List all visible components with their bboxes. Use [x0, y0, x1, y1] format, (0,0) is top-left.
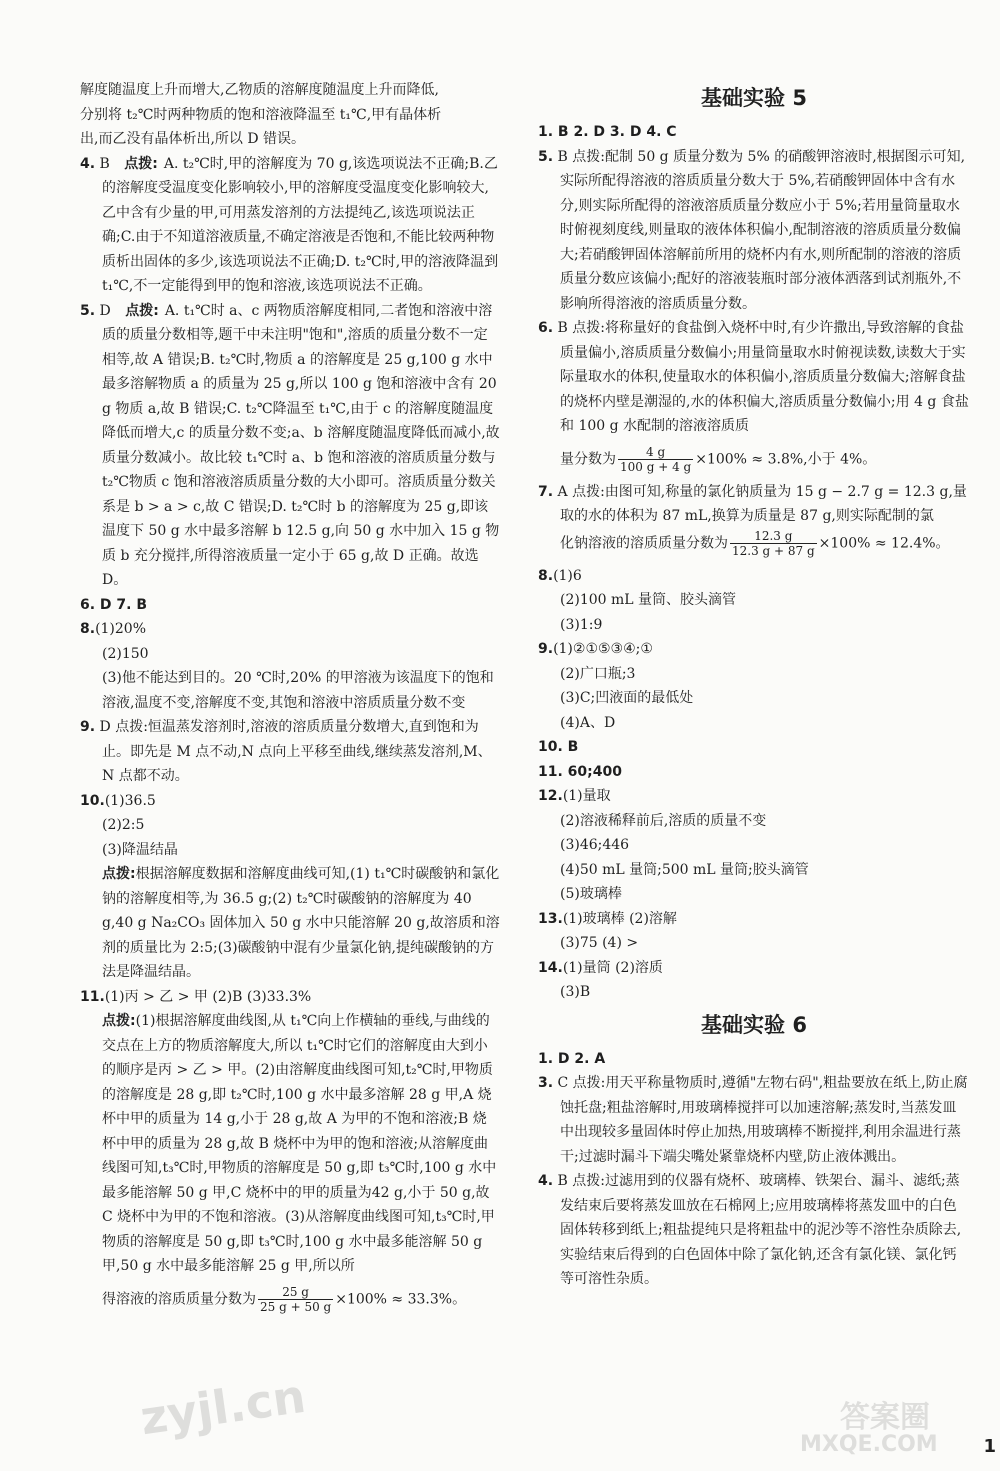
answer-6-formula	[538, 445, 970, 474]
fraction-numerator: 25 g	[258, 1285, 333, 1300]
answer-explanation: A. t₁℃时 a、c 两物质溶解度相同,二者饱和溶液中溶质的质量分数相等,题干中未注明"饱和",溶质的质量分数不一定相等,故 A 错误;B. t₂℃时,物质 a 的溶解度是 25 g,100 g 水中最多溶解物质 a 的质量为 25 g,所以 100 g 饱和溶液中含有 20 g 物质 a,故 B 错误;C. t₂℃降温至 t₁℃,由于 c 的溶解度随温度降低而增大,c 的质量分数不变;a、b 溶解度随温度降低而减小,故质量分数减小。故比较 t₁℃时 a、b 饱和溶液的溶质质量分数与 t₂℃物质 c 饱和溶液溶质质量分数的大小即可。溶质质量分数关系是 b > a > c,故 C 错误;D. t₂℃时 b 的溶解度为 25 g,即该温度下 50 g 水中最多溶解 b 12.5 g,向 50 g 水中加入 15 g 物质 b 充分搅拌,所得溶液质量一定小于 65 g,故 D 正确。故选 D。	[102, 302, 500, 588]
continued-line-1: 解度随温度上升而增大,乙物质的溶解度随温度上升而降低,	[80, 82, 439, 98]
answer-part: (3)降温结晶	[102, 841, 178, 858]
answer-explanation: B 点拨:配制 50 g 质量分数为 5% 的硝酸钾溶液时,根据图示可知,实际所配得溶液的溶质质量分数大于 5%,若硝酸钾固体中含有水分,则实际所配得的溶液溶质质量分数应小于 5%;若用量筒量取水时俯视刻度线,则量取的液体体积偏小,配制溶液的溶质质量分数偏大;若硝酸钾固体溶解前所用的烧杯内有水,则所配制的溶液的溶质质量分数应该偏小;配好的溶液装瓶时部分液体洒落到试剂瓶外,不影响所得溶液的溶质质量分数。	[557, 148, 966, 312]
answer-number: 12.	[538, 788, 563, 804]
answer-number: 4.	[80, 155, 96, 172]
answer-explanation: (1)根据溶解度曲线图,从 t₁℃向上作横轴的垂线,与曲线的交点在上方的物质溶解度大,所以 t₁℃时它们的溶解度由大到小的顺序是丙 > 乙 > 甲。(2)由溶解度曲线图可知,t₂℃时,甲物质的溶解度是 28 g,即 t₂℃时,100 g 水中最多溶解 28 g 甲,A 烧杯中甲的质量为 14 g,小于 28 g,故 A 为甲的不饱和溶液;B 烧杯中甲的质量为 28 g,故 B 烧杯中为甲的饱和溶液;从溶解度曲线图可知,t₃℃时,甲物质的溶解度是 50 g,即 t₃℃时,100 g 水中最多能溶解 50 g 甲,C 烧杯中的甲的质量为42 g,小于 50 g,故 C 烧杯中为甲的不饱和溶液。(3)从溶解度曲线图可知,t₃℃时,甲物质的溶解度是 50 g,即 t₃℃时,100 g 水中最多能溶解 50 g 甲,50 g 水中最多能溶解 25 g 甲,所以所	[102, 1013, 497, 1274]
page-number: 1	[983, 1436, 996, 1457]
answer-7	[538, 480, 970, 529]
answer-part: (1)量筒 (2)溶质	[562, 959, 663, 976]
answer-part: (4)A、D	[560, 714, 616, 731]
formula-result: ×100% ≈ 3.8%,小于 4%。	[695, 451, 877, 467]
answer-part: (4)50 mL 量筒;500 mL 量筒;胶头滴管	[560, 861, 809, 878]
answer-6	[538, 316, 970, 439]
left-column	[80, 78, 500, 1314]
answer-9-number	[538, 637, 970, 662]
answer-part: (2)100 mL 量筒、胶头滴管	[560, 592, 737, 608]
answer-number: 4.	[538, 1173, 554, 1189]
answer-4	[80, 152, 500, 299]
answer-explanation: A 点拨:由图可知,称量的氯化钠质量为 15 g − 2.7 g = 12.3 g,量取的水的体积为 87 mL,换算为质量是 87 g,则实际配制的氯	[557, 483, 967, 524]
formula-text: 得溶液的溶质质量分数为	[102, 1291, 256, 1307]
formula-result: ×100% ≈ 33.3%。	[335, 1291, 467, 1307]
continued-line-2: 分别将 t₂℃时两种物质的饱和溶液降温至 t₁℃,甲有晶体析	[80, 106, 442, 123]
watermark-badge: 答案圈	[840, 1400, 930, 1435]
answer-10: 10. B	[538, 739, 579, 755]
continued-line-3: 出,而乙没有晶体析出,所以 D 错误。	[80, 131, 306, 147]
answer-part: (3)46;446	[560, 837, 630, 853]
answer-number: 9.	[538, 641, 554, 657]
answer-part: (1)6	[553, 567, 582, 584]
answer-10-note	[80, 862, 500, 985]
answer-part: (2)2:5	[102, 817, 145, 833]
answer-part: (1)36.5	[104, 792, 156, 809]
answer-explanation: B 点拨:将称量好的食盐倒入烧杯中时,有少许撒出,导致溶解的食盐质量偏小,溶质质量分数偏小;用量筒量取水时俯视读数,读数大于实际量取水的体积,使量取水的体积偏小,溶质质量分数偏大;溶解食盐的烧杯内壁是潮湿的,水的体积偏大,溶质质量分数偏小;用 4 g 食盐和 100 g 水配制的溶液溶质质	[557, 320, 969, 434]
answer-8-number	[80, 617, 500, 642]
answer-part: (2)150	[102, 645, 149, 662]
answer-number: 9.	[80, 719, 96, 735]
answer-11-note	[80, 1009, 500, 1279]
answer-number: 7.	[538, 483, 554, 500]
answers-1-4: 1. B 2. D 3. D 4. C	[538, 124, 677, 140]
answer-3	[538, 1071, 970, 1169]
answers-1-2: 1. D 2. A	[538, 1050, 606, 1067]
answer-5	[538, 145, 970, 317]
answer-part: (2)广口瓶;3	[560, 665, 636, 682]
answer-explanation: B 点拨:过滤用到的仪器有烧杯、玻璃棒、铁架台、漏斗、滤纸;蒸发结束后要将蒸发皿放在石棉网上;应用玻璃棒将蒸发皿中的白色固体转移到纸上;粗盐提纯只是将粗盐中的泥沙等不溶性杂质除去,实验结束后得到的白色固体中除了氯化钠,还含有氯化镁、氯化钙等可溶性杂质。	[557, 1173, 962, 1287]
answer-number: 5.	[538, 148, 554, 165]
answer-part: (3)1:9	[560, 616, 603, 633]
answer-part: (3)C;凹液面的最低处	[560, 690, 694, 706]
answer-part: (3)B	[560, 984, 591, 1000]
answer-14-number	[538, 956, 970, 981]
answer-part: (1)②①⑤③④;①	[553, 641, 653, 657]
fraction-denominator: 12.3 g + 87 g	[732, 543, 815, 558]
watermark-left: zyjl.cn	[137, 1368, 309, 1446]
answer-9	[80, 715, 500, 789]
formula-result: ×100% ≈ 12.4%。	[818, 535, 950, 551]
fraction	[618, 445, 693, 474]
answer-part: (5)玻璃棒	[560, 886, 622, 902]
right-column	[538, 78, 970, 1292]
answer-number: 14.	[538, 959, 563, 976]
answer-4	[538, 1169, 970, 1292]
answer-part: (1)玻璃棒 (2)溶解	[562, 910, 677, 927]
answer-6-7: 6. D 7. B	[80, 596, 148, 613]
answer-number: 11.	[80, 988, 105, 1005]
section-title-5: 基础实验 5	[701, 86, 807, 110]
watermark-right: MXQE.COM	[800, 1432, 938, 1457]
answer-number: 10.	[80, 792, 105, 809]
fraction-numerator: 4 g	[618, 445, 693, 460]
answer-number: 13.	[538, 910, 563, 927]
fraction-denominator: 25 g + 50 g	[260, 1299, 332, 1314]
answer-number: 5.	[80, 302, 96, 319]
answer-part: (1)丙 > 乙 > 甲 (2)B (3)33.3%	[104, 988, 312, 1005]
answer-part: (3)75 (4) >	[560, 935, 639, 951]
answer-number: 6.	[538, 320, 554, 336]
answer-explanation: 根据溶解度数据和溶解度曲线可知,(1) t₁℃时碳酸钠和氯化钠的溶解度相等,为 36.5 g;(2) t₂℃时碳酸钠的溶解度为 40 g,40 g Na₂CO₃ 固体加入 50 g 水中只能溶解 20 g,故溶质和溶剂的质量比为 2:5;(3)碳酸钠中混有少量氯化钠,提纯碳酸钠的方法是降温结晶。	[102, 866, 500, 980]
section-title-6: 基础实验 6	[701, 1012, 807, 1037]
fraction	[258, 1285, 333, 1314]
answer-number: 8.	[538, 567, 554, 584]
answer-13-number	[538, 907, 970, 932]
formula-text: 量分数为	[560, 451, 616, 467]
answer-part: (1)量取	[562, 788, 611, 804]
answer-12-number	[538, 784, 970, 809]
note-label: 点拨:	[125, 302, 159, 319]
answer-number: 3.	[538, 1075, 554, 1091]
answer-5	[80, 299, 500, 593]
answer-part: (1)20%	[95, 621, 147, 637]
answer-11: 11. 60;400	[538, 763, 622, 780]
note-label: 点拨:	[102, 866, 136, 882]
answer-explanation: A. t₂℃时,甲的溶解度为 70 g,该选项说法不正确;B.乙的溶解度受温度变化影响较小,甲的溶解度受温度变化影响较大,乙中含有少量的甲,可用蒸发溶剂的方法提纯乙,该选项说法正确;C.由于不知道溶液质量,不确定溶液是否饱和,不能比较两种物质析出固体的多少,该选项说法不正确;D. t₂℃时,甲的溶液降温到 t₁℃,不一定能得到甲的饱和溶液,该选项说法不正确。	[102, 155, 499, 294]
fraction-numerator: 12.3 g	[730, 529, 817, 544]
note-label: 点拨:	[102, 1013, 136, 1029]
answer-choice: D	[99, 302, 111, 319]
answer-8-number	[538, 564, 970, 589]
answer-explanation: C 点拨:用天平称量物质时,遵循"左物右码",粗盐要放在纸上,防止腐蚀托盘;粗盐溶解时,用玻璃棒搅拌可以加速溶解;蒸发时,当蒸发皿中出现较多量固体时停止加热,用玻璃棒不断搅拌,利用余温进行蒸干;过滤时漏斗下端尖嘴处紧靠烧杯内壁,防止液体溅出。	[557, 1075, 968, 1165]
answer-10-number	[80, 789, 500, 814]
answer-part: (3)他不能达到目的。20 ℃时,20% 的甲溶液为该温度下的饱和溶液,温度不变,溶解度不变,其饱和溶液中溶质质量分数不变	[102, 670, 494, 711]
fraction-denominator: 100 g + 4 g	[620, 459, 692, 474]
answer-11-formula	[80, 1285, 500, 1314]
answer-choice: B	[99, 155, 110, 172]
answer-part: (2)溶液稀释前后,溶质的质量不变	[560, 812, 767, 829]
fraction	[730, 529, 817, 558]
answer-number: 8.	[80, 621, 96, 637]
note-label: 点拨:	[124, 155, 158, 172]
answer-7-formula	[538, 529, 970, 558]
answer-explanation: D 点拨:恒温蒸发溶剂时,溶液的溶质质量分数增大,直到饱和为止。即先是 M 点不动,N 点向上平移至曲线,继续蒸发溶剂,M、N 点都不动。	[99, 719, 492, 784]
answer-11-number	[80, 985, 500, 1010]
formula-text: 化钠溶液的溶质质量分数为	[560, 535, 728, 551]
